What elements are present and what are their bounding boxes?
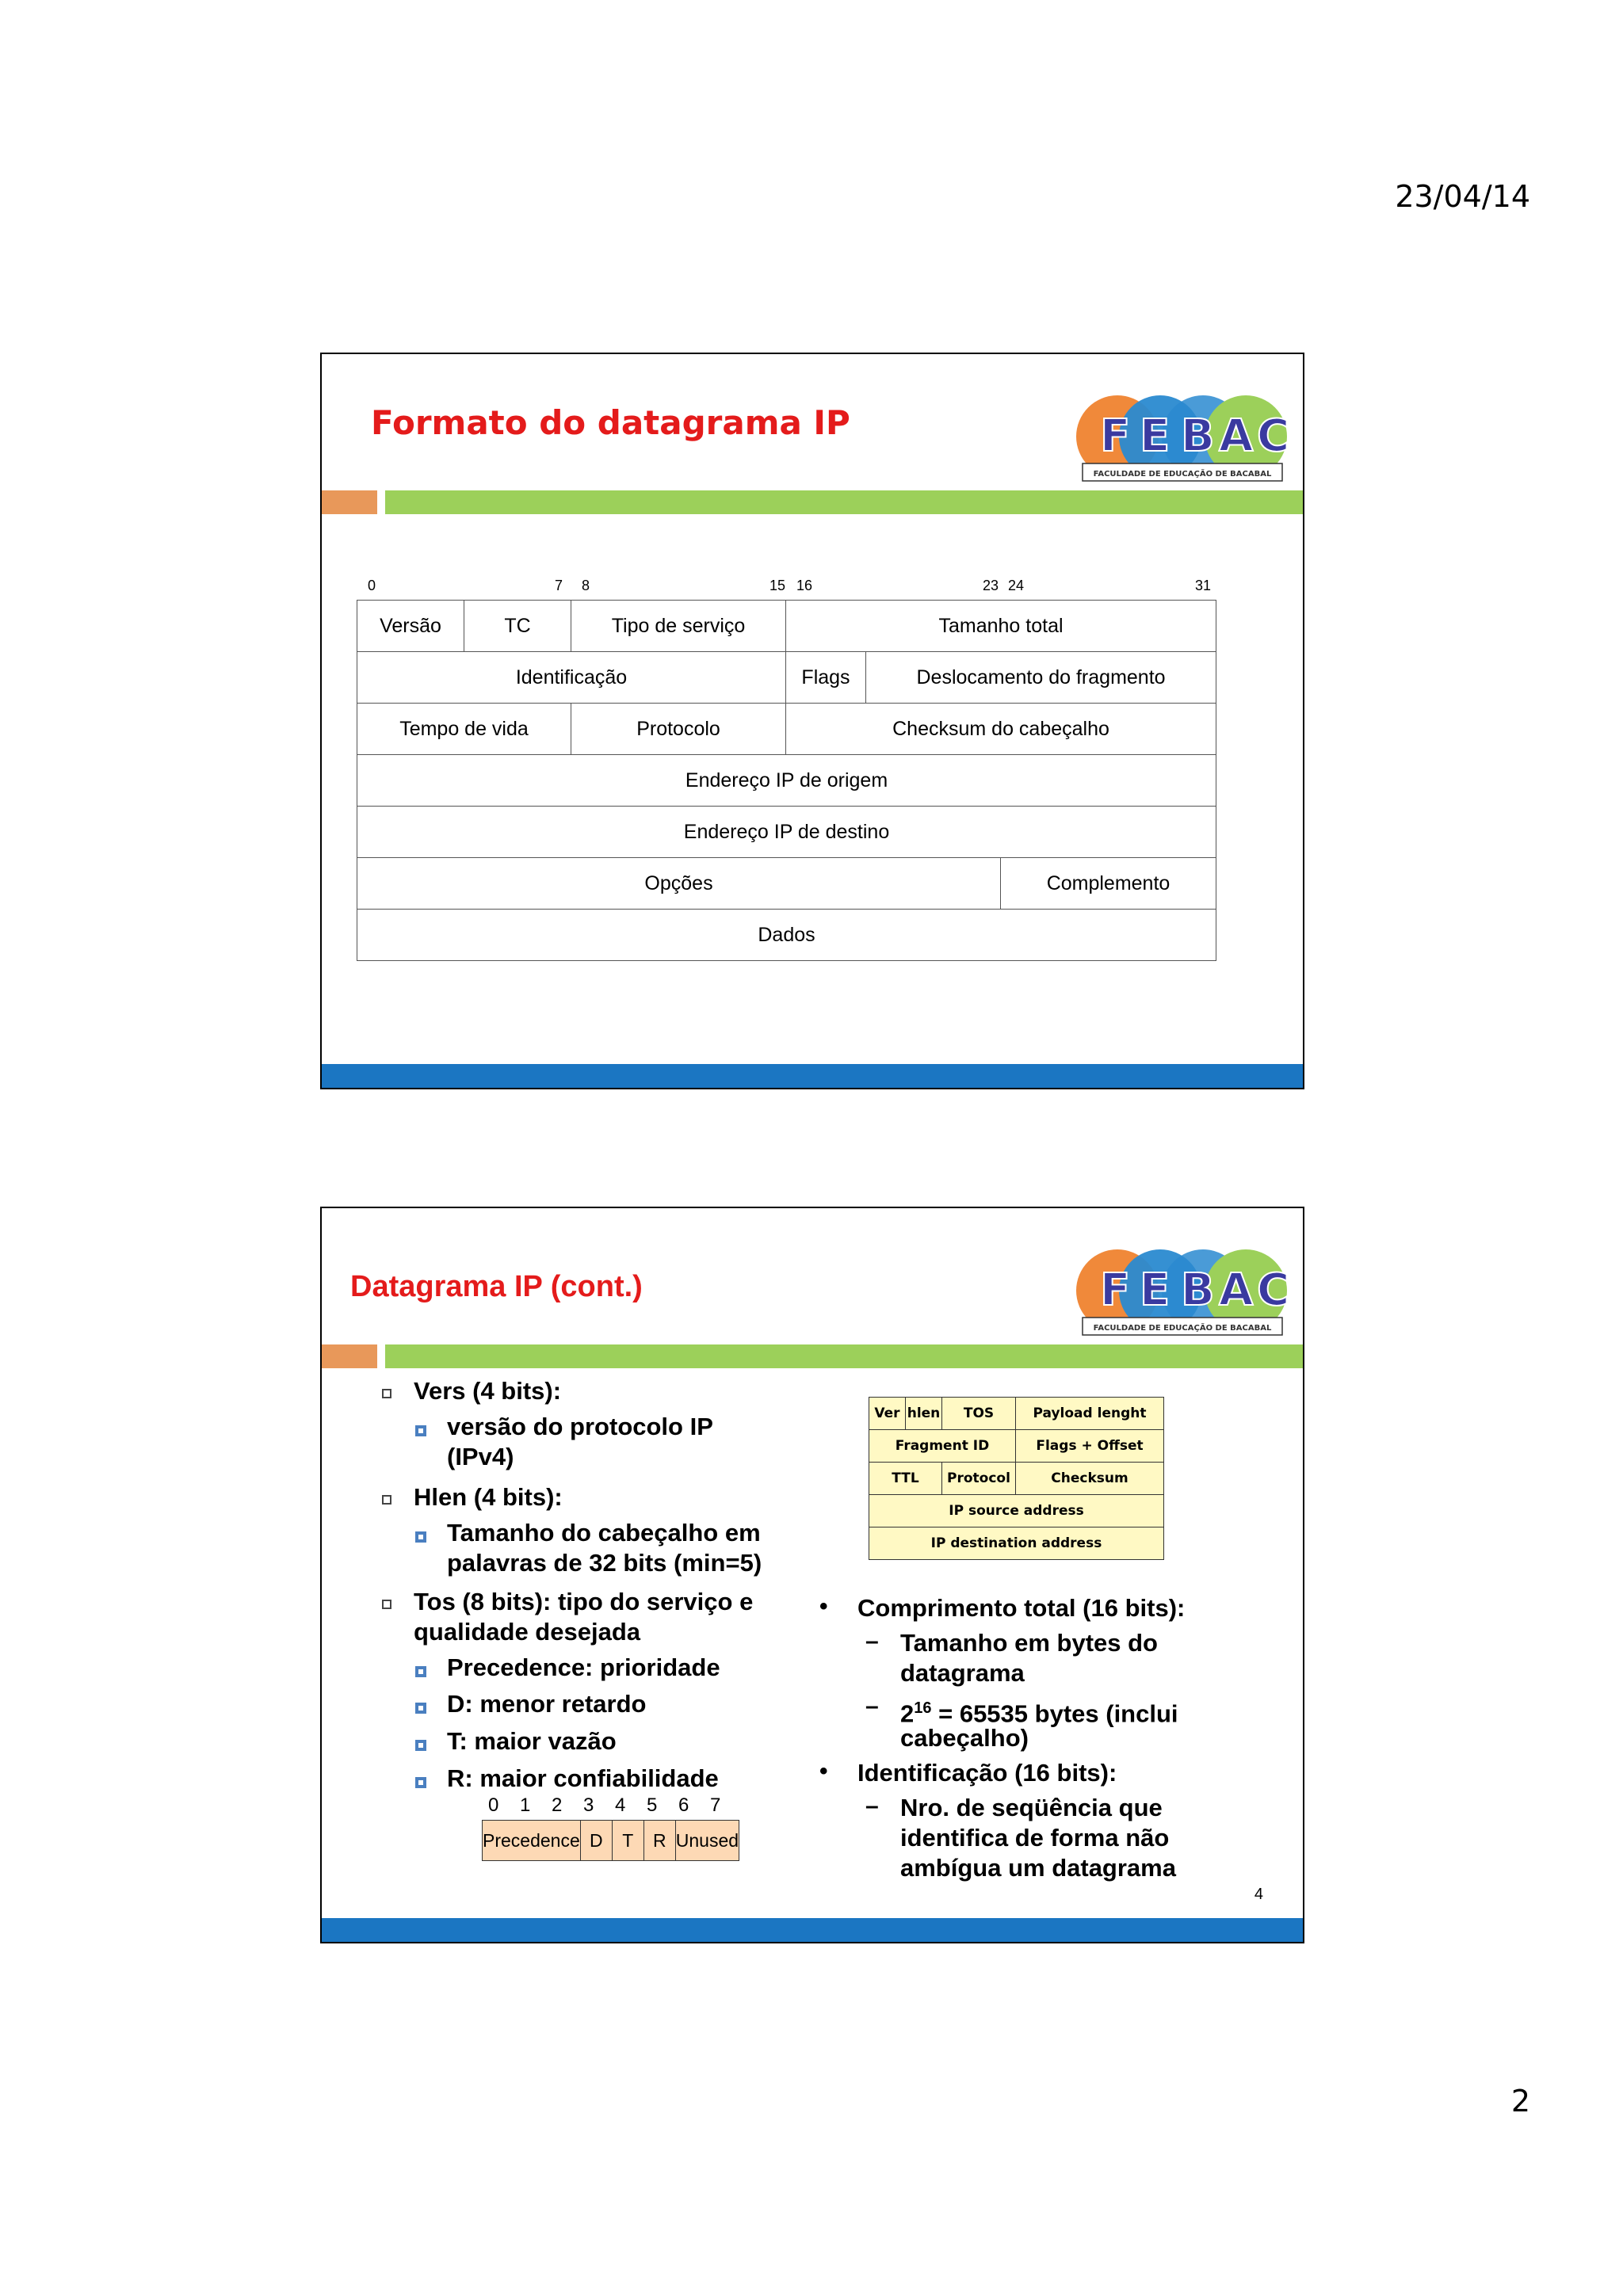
field-complemento: Complemento <box>1001 858 1216 910</box>
mini-protocol: Protocol <box>942 1463 1016 1495</box>
bullet-square <box>382 1495 391 1505</box>
bullet-identificacao: Identificação (16 bits): <box>857 1759 1117 1787</box>
bullet-square-sub <box>415 1531 426 1543</box>
field-opcoes: Opções <box>357 858 1001 910</box>
bullet-vers: Vers (4 bits): <box>414 1377 562 1405</box>
slide-title: Datagrama IP (cont.) <box>350 1270 643 1303</box>
field-versao: Versão <box>357 601 464 652</box>
bullet-t: T: maior vazão <box>447 1727 617 1755</box>
mini-ver: Ver <box>869 1398 906 1430</box>
bullet-tos-1: Tos (8 bits): tipo do serviço e <box>414 1588 754 1615</box>
tos-t: T <box>612 1821 643 1861</box>
svg-text:A: A <box>1219 1264 1254 1316</box>
bullet-square-sub <box>415 1425 426 1436</box>
page-number: 2 <box>1510 2084 1530 2119</box>
field-tamanho-total: Tamanho total <box>786 601 1216 652</box>
bullet-comp-sub2a: $2^{16} = 65535$ bytes (inclui <box>900 1699 1178 1728</box>
tos-d: D <box>580 1821 612 1861</box>
decor-bar-orange <box>322 490 377 514</box>
decor-bar-blue <box>322 1918 1303 1942</box>
ip-header-table <box>357 600 1216 961</box>
bullet-comp-sub1a: Tamanho em bytes do <box>900 1629 1158 1657</box>
bullet-square-sub <box>415 1777 426 1788</box>
field-protocolo: Protocolo <box>571 704 786 755</box>
bullet-hlen-sub2: palavras de 32 bits (min=5) <box>447 1549 762 1577</box>
decor-bar-blue <box>322 1064 1303 1088</box>
svg-text:B: B <box>1181 410 1215 462</box>
bit-numbers: 0 7 8 15 16 23 24 31 <box>368 578 1212 593</box>
mini-source: IP source address <box>869 1495 1164 1527</box>
bullet-r: R: maior confiabilidade <box>447 1764 719 1792</box>
bullet-dash: – <box>865 1693 879 1719</box>
field-tipo-servico: Tipo de serviço <box>571 601 786 652</box>
bullet-ident-sub1: Nro. de seqüência que <box>900 1794 1163 1821</box>
svg-text:F: F <box>1100 410 1131 462</box>
bullet-vers-sub1: versão do protocolo IP <box>447 1413 713 1440</box>
svg-text:E: E <box>1140 1264 1170 1316</box>
logo-caption: FACULDADE DE EDUCAÇÃO DE BACABAL <box>1093 470 1272 479</box>
tos-field-table <box>482 1820 739 1861</box>
tos-r: R <box>643 1821 675 1861</box>
febac-logo <box>1075 1241 1290 1349</box>
svg-text:A: A <box>1219 410 1254 462</box>
mini-fragment-id: Fragment ID <box>869 1430 1016 1463</box>
bullet-hlen: Hlen (4 bits): <box>414 1483 563 1511</box>
bullet-dash: – <box>865 1793 879 1819</box>
bullet-dot: • <box>819 1758 828 1784</box>
mini-ttl: TTL <box>869 1463 942 1495</box>
logo-caption: FACULDADE DE EDUCAÇÃO DE BACABAL <box>1093 1324 1272 1333</box>
field-identificacao: Identificação <box>357 652 786 704</box>
bullet-comp-sub2b: cabeçalho) <box>900 1724 1029 1752</box>
field-checksum: Checksum do cabeçalho <box>786 704 1216 755</box>
bullet-d: D: menor retardo <box>447 1690 647 1718</box>
field-tempo-vida: Tempo de vida <box>357 704 571 755</box>
page-date: 23/04/14 <box>1395 179 1530 214</box>
bullet-square <box>382 1600 391 1609</box>
mini-destination: IP destination address <box>869 1527 1164 1560</box>
field-ip-origem: Endereço IP de origem <box>357 755 1216 807</box>
tos-bit-numbers: 0 1 2 3 4 5 6 7 <box>488 1794 721 1816</box>
bullet-comprimento: Comprimento total (16 bits): <box>857 1594 1186 1622</box>
bullet-hlen-sub1: Tamanho do cabeçalho em <box>447 1519 761 1547</box>
ip-header-mini-table <box>869 1397 1164 1560</box>
field-deslocamento: Deslocamento do fragmento <box>866 652 1216 704</box>
tos-precedence: Precedence <box>483 1821 581 1861</box>
slide-ip-datagram-cont <box>320 1207 1304 1943</box>
bullet-ident-sub2: identifica de forma não <box>900 1824 1170 1852</box>
svg-text:C: C <box>1257 410 1290 462</box>
mini-checksum: Checksum <box>1016 1463 1164 1495</box>
slide-title: Formato do datagrama IP <box>371 403 850 442</box>
bullet-tos-2: qualidade desejada <box>414 1618 640 1646</box>
decor-bar-green <box>385 1344 1303 1368</box>
bullet-ident-sub3: ambígua um datagrama <box>900 1854 1176 1882</box>
svg-text:F: F <box>1100 1264 1131 1316</box>
field-flags: Flags <box>786 652 866 704</box>
bullet-square-sub <box>415 1666 426 1677</box>
field-dados: Dados <box>357 910 1216 961</box>
field-ip-destino: Endereço IP de destino <box>357 807 1216 858</box>
bullet-precedence: Precedence: prioridade <box>447 1653 720 1681</box>
bullet-square <box>382 1389 391 1398</box>
bullet-square-sub <box>415 1703 426 1714</box>
bullet-comp-sub1b: datagrama <box>900 1659 1025 1687</box>
slide-ip-datagram-format <box>320 353 1304 1089</box>
decor-bar-orange <box>322 1344 377 1368</box>
bullet-vers-sub2: (IPv4) <box>447 1443 514 1470</box>
bullet-dot: • <box>819 1593 828 1619</box>
febac-logo <box>1075 387 1290 495</box>
tos-unused: Unused <box>675 1821 739 1861</box>
mini-hlen: hlen <box>906 1398 942 1430</box>
field-tc: TC <box>464 601 571 652</box>
bullet-square-sub <box>415 1740 426 1751</box>
mini-tos: TOS <box>942 1398 1016 1430</box>
mini-flags-offset: Flags + Offset <box>1016 1430 1164 1463</box>
bullet-dash: – <box>865 1628 879 1654</box>
svg-text:C: C <box>1257 1264 1290 1316</box>
svg-text:E: E <box>1140 410 1170 462</box>
decor-bar-green <box>385 490 1303 514</box>
slide-number: 4 <box>1254 1886 1263 1903</box>
svg-text:B: B <box>1181 1264 1215 1316</box>
mini-payload: Payload lenght <box>1016 1398 1164 1430</box>
